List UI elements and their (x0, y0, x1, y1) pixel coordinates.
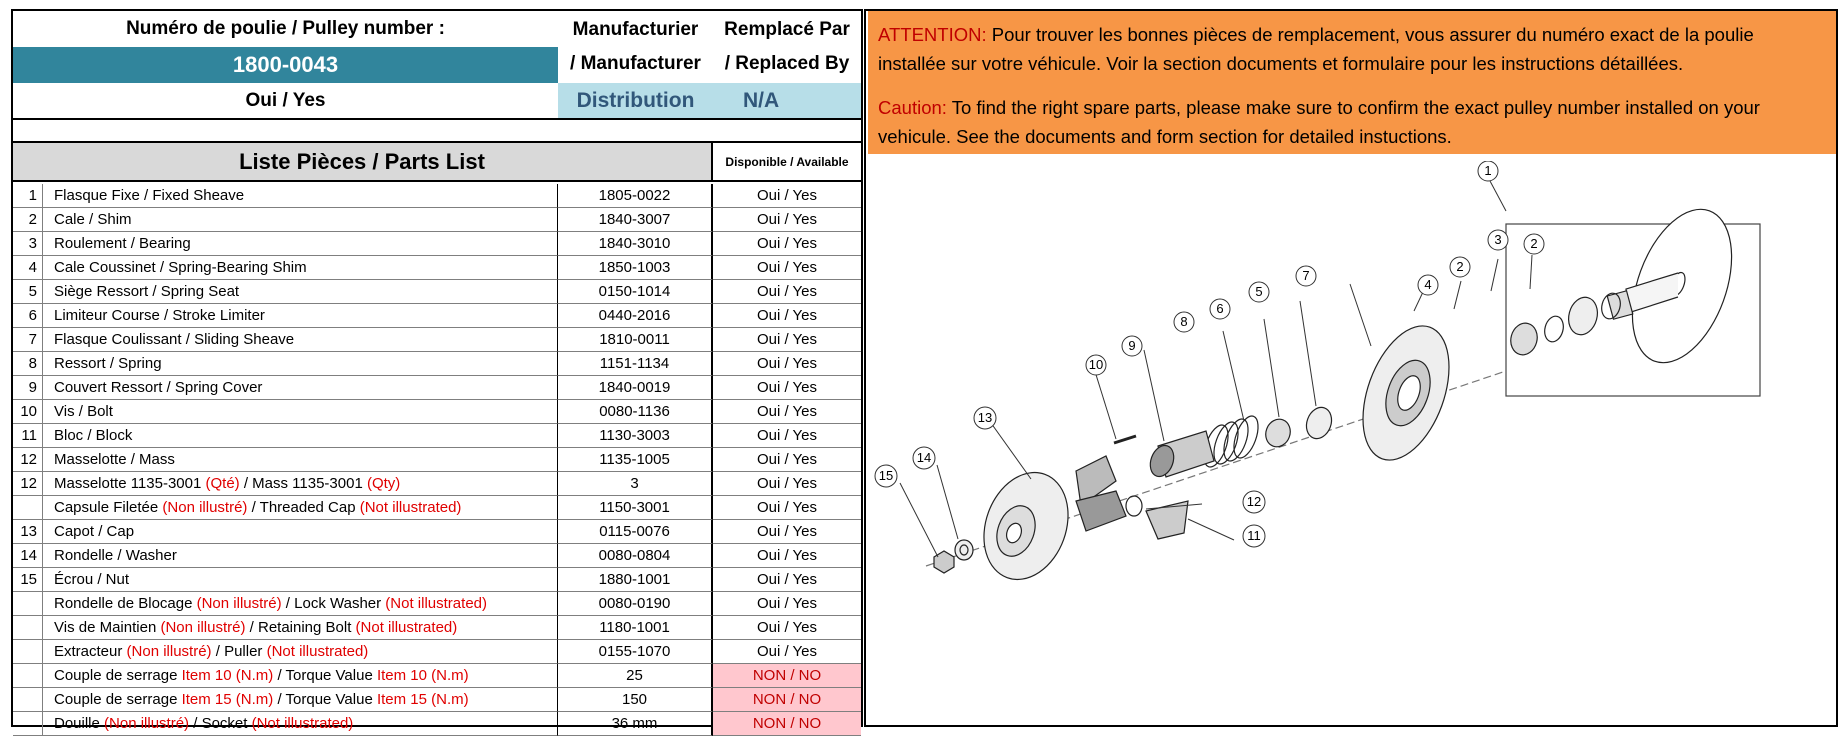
bolt-drawing (1114, 436, 1136, 443)
description-cell (43, 592, 558, 616)
part-number-cell: 1805-0022 (558, 184, 713, 208)
sliding-sheave-drawing (1346, 314, 1465, 472)
availability-cell: Oui / Yes (713, 256, 861, 280)
spring-seat-drawing (1302, 404, 1335, 442)
item-number-cell: 12 (13, 472, 43, 496)
description-text: / Lock Washer (281, 595, 386, 612)
replaced-by-label-en: / Replaced By (724, 53, 850, 74)
description-note: Item 10 (N.m) (181, 667, 274, 684)
item-number-cell (13, 688, 43, 712)
callout-12 (1243, 491, 1265, 513)
description-note: (Not illustrated) (266, 643, 369, 660)
table-row (13, 544, 861, 568)
availability-cell: NON / NO (713, 688, 861, 712)
description-cell (43, 664, 558, 688)
manufacturer-label-fr: Manufacturier (572, 19, 699, 40)
bearing-drawing (1565, 294, 1602, 338)
availability-cell: Oui / Yes (713, 640, 861, 664)
description-cell (43, 544, 558, 568)
item-number-cell: 12 (13, 448, 43, 472)
description-note: (Non illustré) (196, 595, 282, 612)
description-text: Couple de serrage (54, 691, 182, 708)
description-text: / Puller (211, 643, 267, 660)
description-text: Écrou / Nut (54, 571, 130, 588)
table-row (13, 376, 861, 400)
svg-text:2: 2 (1456, 259, 1464, 274)
pulley-info-panel (11, 9, 863, 732)
attention-label: ATTENTION: (878, 24, 987, 45)
svg-text:14: 14 (916, 450, 932, 465)
table-row (13, 280, 861, 304)
callout-7 (1296, 266, 1316, 286)
description-note: Item 15 (N.m) (181, 691, 274, 708)
availability-cell: Oui / Yes (713, 472, 861, 496)
table-row (13, 592, 861, 616)
description-text: Ressort / Spring (54, 355, 162, 372)
part-number-cell: 1135-1005 (558, 448, 713, 472)
description-text: Siège Ressort / Spring Seat (54, 283, 240, 300)
table-row (13, 232, 861, 256)
description-note: (Non illustré) (104, 715, 190, 732)
item-number-cell: 13 (13, 520, 43, 544)
description-cell (43, 208, 558, 232)
part-number-cell: 0080-0190 (558, 592, 713, 616)
description-cell (43, 328, 558, 352)
availability-cell: Oui / Yes (713, 328, 861, 352)
availability-cell: Oui / Yes (713, 400, 861, 424)
part-number-cell: 0080-0804 (558, 544, 713, 568)
svg-text:13: 13 (977, 410, 993, 425)
item-number-cell: 2 (13, 208, 43, 232)
washer-drawing (955, 540, 973, 560)
part-number-cell: 0115-0076 (558, 520, 713, 544)
table-row (13, 256, 861, 280)
description-note: (Non illustré) (126, 643, 212, 660)
description-cell (43, 616, 558, 640)
availability-cell: Oui / Yes (713, 616, 861, 640)
diagram-panel (864, 9, 1838, 727)
callout-15 (875, 465, 897, 487)
callout-14 (913, 447, 935, 469)
part-number-cell: 25 (558, 664, 713, 688)
svg-text:4: 4 (1424, 277, 1432, 292)
svg-text:10: 10 (1088, 357, 1104, 372)
callout-8 (1174, 312, 1194, 332)
table-row (13, 616, 861, 640)
caution-notice (878, 93, 1826, 151)
part-number-cell: 1150-3001 (558, 496, 713, 520)
description-text: / Torque Value (273, 667, 377, 684)
item-number-cell: 4 (13, 256, 43, 280)
description-note: (Non illustré) (162, 499, 248, 516)
description-cell (43, 640, 558, 664)
description-cell (43, 568, 558, 592)
table-row (13, 184, 861, 208)
svg-text:2: 2 (1530, 236, 1538, 251)
table-row (13, 328, 861, 352)
description-cell (43, 304, 558, 328)
part-number-cell: 1180-1001 (558, 616, 713, 640)
svg-text:8: 8 (1180, 314, 1188, 329)
description-text: Cale Coussinet / Spring-Bearing Shim (54, 259, 307, 276)
description-cell (43, 496, 558, 520)
description-text: Douille (54, 715, 105, 732)
part-number-cell: 1151-1134 (558, 352, 713, 376)
description-text: / Socket (189, 715, 252, 732)
callout-3 (1488, 230, 1508, 250)
part-number-cell: 1840-3007 (558, 208, 713, 232)
part-number-cell: 0080-1136 (558, 400, 713, 424)
notice-box (868, 11, 1836, 154)
description-text: Rondelle / Washer (54, 547, 177, 564)
description-cell (43, 424, 558, 448)
stroke-limiter-drawing (1262, 416, 1294, 451)
callout-6 (1210, 299, 1230, 319)
description-text: / Retaining Bolt (245, 619, 356, 636)
item-number-cell: 7 (13, 328, 43, 352)
svg-text:7: 7 (1302, 268, 1310, 283)
availability-cell: Oui / Yes (713, 592, 861, 616)
item-number-cell: 1 (13, 184, 43, 208)
item-number-cell: 6 (13, 304, 43, 328)
description-text: / Mass 1135-3001 (239, 475, 367, 492)
shim-drawing-2b (1542, 314, 1566, 344)
availability-cell: Oui / Yes (713, 568, 861, 592)
availability-cell: Oui / Yes (713, 208, 861, 232)
description-cell (43, 520, 558, 544)
description-cell (43, 352, 558, 376)
item-number-cell: 3 (13, 232, 43, 256)
replaced-by-label-fr: Remplacé Par (724, 19, 850, 40)
description-text: Rondelle de Blocage (54, 595, 197, 612)
table-row (13, 448, 861, 472)
item-number-cell (13, 712, 43, 736)
description-text: Extracteur (54, 643, 127, 660)
availability-cell: Oui / Yes (713, 304, 861, 328)
table-row (13, 304, 861, 328)
item-number-cell (13, 496, 43, 520)
replaced-by-header (713, 11, 861, 83)
svg-text:11: 11 (1247, 528, 1261, 543)
callout-9 (1122, 336, 1142, 356)
pulley-number-value: 1800-0043 (13, 47, 558, 83)
exploded-view-diagram (866, 161, 1836, 725)
availability-cell: NON / NO (713, 712, 861, 736)
description-cell (43, 280, 558, 304)
part-number-cell: 0440-2016 (558, 304, 713, 328)
item-number-cell: 10 (13, 400, 43, 424)
availability-cell: Oui / Yes (713, 448, 861, 472)
callout-2b (1450, 257, 1470, 277)
part-number-cell: 1130-3003 (558, 424, 713, 448)
description-text: Capsule Filetée (54, 499, 163, 516)
description-text: Masselotte / Mass (54, 451, 175, 468)
availability-cell: NON / NO (713, 664, 861, 688)
table-row (13, 664, 861, 688)
description-text: Limiteur Course / Stroke Limiter (54, 307, 265, 324)
svg-text:9: 9 (1128, 338, 1136, 353)
callout-5 (1249, 282, 1269, 302)
description-text: / Torque Value (273, 691, 377, 708)
description-note: (Not illustrated) (359, 499, 462, 516)
item-number-cell: 5 (13, 280, 43, 304)
description-cell (43, 688, 558, 712)
part-number-cell: 0155-1070 (558, 640, 713, 664)
description-cell (43, 712, 558, 736)
description-cell (43, 400, 558, 424)
caution-label: Caution: (878, 97, 947, 118)
mass-ring-drawing (1126, 496, 1142, 516)
description-text: / Threaded Cap (247, 499, 360, 516)
spring-bearing-shim-drawing (1507, 320, 1540, 358)
description-cell (43, 376, 558, 400)
description-text: Capot / Cap (54, 523, 135, 540)
caution-text: To find the right spare parts, please make sure to confirm the exact pulley number installed on your vehicule. See the documents and form section for detailed instuctions. (878, 97, 1760, 147)
table-row (13, 520, 861, 544)
description-cell (43, 184, 558, 208)
pulley-number-label: Numéro de poulie / Pulley number : (126, 18, 445, 39)
description-text: Flasque Coulissant / Sliding Sheave (54, 331, 295, 348)
svg-text:3: 3 (1494, 232, 1502, 247)
table-row (13, 496, 861, 520)
table-row (13, 472, 861, 496)
description-text: Cale / Shim (54, 211, 132, 228)
callout-13 (974, 407, 996, 429)
callout-2a (1524, 234, 1544, 254)
table-row (13, 400, 861, 424)
attention-text: Pour trouver les bonnes pièces de remplacement, vous assurer du numéro exact de la poulie installée sur votre véhicule. Voir la section documents et formulaire pour les instructions détaillées. (878, 24, 1754, 74)
callout-1 (1478, 161, 1498, 181)
description-text: Couvert Ressort / Spring Cover (54, 379, 263, 396)
description-text: Couple de serrage (54, 667, 182, 684)
description-note: (Qté) (205, 475, 240, 492)
part-number-cell: 1850-1003 (558, 256, 713, 280)
fixed-sheave-drawing (1607, 196, 1750, 376)
part-number-cell: 1810-0011 (558, 328, 713, 352)
parts-list-title: Liste Pièces / Parts List (13, 143, 713, 180)
table-row (13, 712, 861, 736)
item-number-cell: 9 (13, 376, 43, 400)
description-text: Roulement / Bearing (54, 235, 191, 252)
table-row (13, 688, 861, 712)
pulley-availability: Oui / Yes (245, 89, 326, 111)
item-number-cell (13, 616, 43, 640)
description-note: (Qty) (366, 475, 401, 492)
item-number-cell: 8 (13, 352, 43, 376)
table-row (13, 640, 861, 664)
description-note: (Not illustrated) (251, 715, 354, 732)
attention-notice (878, 20, 1826, 78)
availability-cell: Oui / Yes (713, 544, 861, 568)
description-cell (43, 472, 558, 496)
part-number-cell: 1840-0019 (558, 376, 713, 400)
part-number-cell: 36 mm (558, 712, 713, 736)
header-divider (13, 118, 861, 120)
manufacturer-header (558, 11, 713, 83)
item-number-cell: 15 (13, 568, 43, 592)
callout-11 (1243, 525, 1265, 547)
description-note: (Non illustré) (160, 619, 246, 636)
description-text: Bloc / Block (54, 427, 133, 444)
availability-cell: Oui / Yes (713, 232, 861, 256)
replaced-by-value: N/A (713, 83, 861, 118)
manufacturer-label-en: / Manufacturer (570, 53, 701, 74)
availability-cell: Oui / Yes (713, 280, 861, 304)
description-cell (43, 256, 558, 280)
availability-cell: Oui / Yes (713, 184, 861, 208)
description-text: Masselotte 1135-3001 (54, 475, 206, 492)
availability-cell: Oui / Yes (713, 352, 861, 376)
availability-cell: Oui / Yes (713, 496, 861, 520)
manufacturer-value: Distribution (558, 83, 713, 118)
part-number-cell: 3 (558, 472, 713, 496)
description-note: (Not illustrated) (385, 595, 487, 612)
description-note: Item 10 (N.m) (376, 667, 469, 684)
description-cell (43, 232, 558, 256)
availability-cell: Oui / Yes (713, 376, 861, 400)
item-number-cell (13, 640, 43, 664)
table-header-divider (13, 180, 861, 182)
description-note: Item 15 (N.m) (376, 691, 469, 708)
item-number-cell (13, 592, 43, 616)
description-text: Flasque Fixe / Fixed Sheave (54, 187, 245, 204)
callout-4 (1418, 275, 1438, 295)
svg-text:12: 12 (1246, 494, 1262, 509)
item-number-cell (13, 664, 43, 688)
part-number-cell: 0150-1014 (558, 280, 713, 304)
svg-text:15: 15 (878, 468, 894, 483)
table-row (13, 352, 861, 376)
svg-text:6: 6 (1216, 301, 1224, 316)
description-text: Vis / Bolt (54, 403, 113, 420)
item-number-cell: 14 (13, 544, 43, 568)
table-row (13, 208, 861, 232)
cap-drawing (970, 461, 1083, 592)
part-number-cell: 150 (558, 688, 713, 712)
part-number-cell: 1840-3010 (558, 232, 713, 256)
available-column-header: Disponible / Available (725, 154, 849, 169)
description-note: (Not illustrated) (355, 619, 458, 636)
description-cell (43, 448, 558, 472)
parts-table-body (13, 184, 861, 736)
callout-10 (1086, 355, 1106, 375)
availability-cell: Oui / Yes (713, 520, 861, 544)
svg-text:5: 5 (1255, 284, 1263, 299)
svg-text:1: 1 (1484, 163, 1492, 178)
description-text: Vis de Maintien (54, 619, 161, 636)
table-row (13, 424, 861, 448)
availability-cell: Oui / Yes (713, 424, 861, 448)
item-number-cell: 11 (13, 424, 43, 448)
part-number-cell: 1880-1001 (558, 568, 713, 592)
table-row (13, 568, 861, 592)
